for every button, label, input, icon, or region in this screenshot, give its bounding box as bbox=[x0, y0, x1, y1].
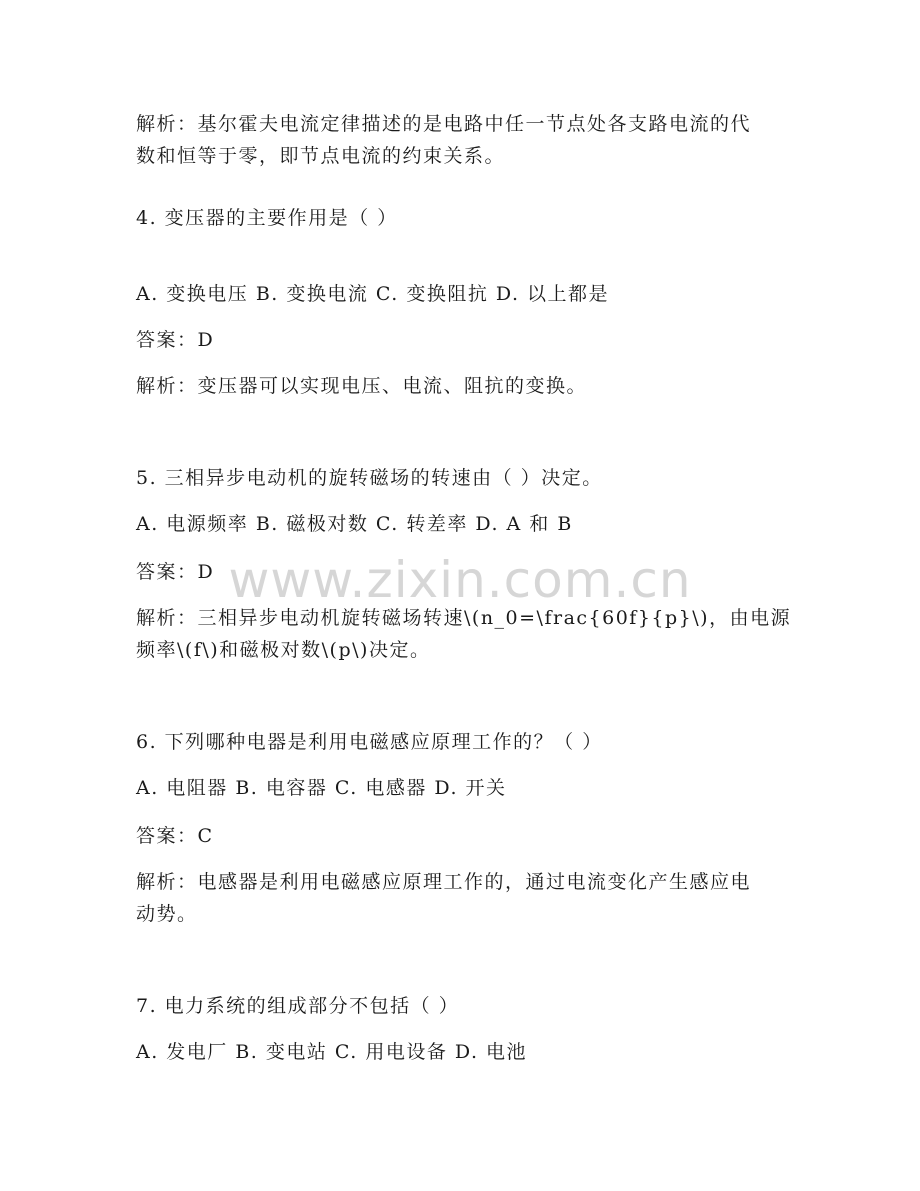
q3-analysis-line-1: 解析：基尔霍夫电流定律描述的是电路中任一节点处各支路电流的代 bbox=[136, 113, 752, 135]
q6-question: 6. 下列哪种电器是利用电磁感应原理工作的？（ ） bbox=[136, 731, 603, 753]
q5-analysis-line-1: 解析：三相异步电动机旋转磁场转速\(n_0=\frac{60f}{p}\)，由电源 bbox=[136, 607, 792, 629]
q5-answer: 答案：D bbox=[136, 561, 215, 583]
q7-question: 7. 电力系统的组成部分不包括（ ） bbox=[136, 995, 460, 1017]
q7-options: A. 发电厂 B. 变电站 C. 用电设备 D. 电池 bbox=[136, 1041, 528, 1063]
q6-options: A. 电阻器 B. 电容器 C. 电感器 D. 开关 bbox=[136, 777, 507, 799]
q4-options: A. 变换电压 B. 变换电流 C. 变换阻抗 D. 以上都是 bbox=[136, 283, 610, 305]
q6-answer: 答案：C bbox=[136, 825, 214, 847]
q5-analysis-line-2: 频率\(f\)和磁极对数\(p\)决定。 bbox=[136, 639, 431, 661]
q6-analysis-line-1: 解析：电感器是利用电磁感应原理工作的，通过电流变化产生感应电 bbox=[136, 871, 752, 893]
watermark: www.zixin.com.cn bbox=[228, 551, 692, 609]
q4-question: 4. 变压器的主要作用是（ ） bbox=[136, 207, 398, 229]
q4-answer: 答案：D bbox=[136, 329, 215, 351]
q6-analysis-line-2: 动势。 bbox=[136, 903, 198, 925]
q3-analysis-line-2: 数和恒等于零，即节点电流的约束关系。 bbox=[136, 145, 506, 167]
q5-question: 5. 三相异步电动机的旋转磁场的转速由（ ）决定。 bbox=[136, 467, 603, 489]
q5-options: A. 电源频率 B. 磁极对数 C. 转差率 D. A 和 B bbox=[136, 513, 573, 535]
q4-analysis: 解析：变压器可以实现电压、电流、阻抗的变换。 bbox=[136, 375, 588, 397]
